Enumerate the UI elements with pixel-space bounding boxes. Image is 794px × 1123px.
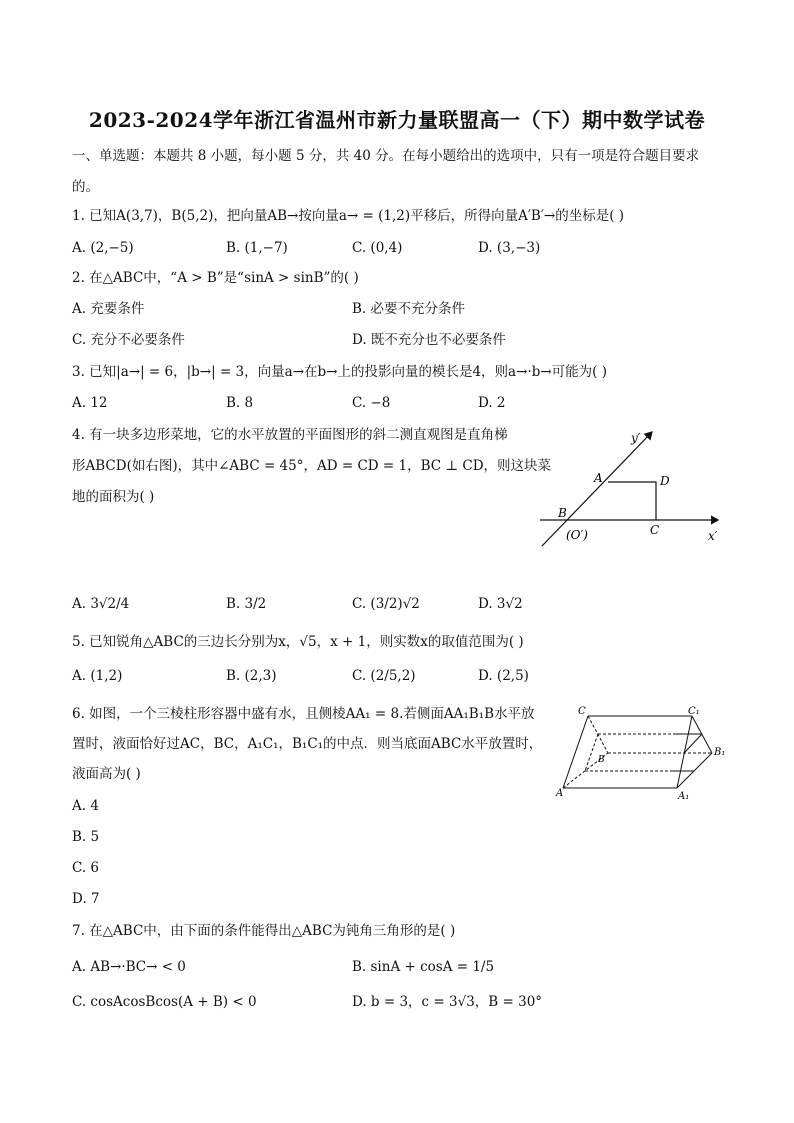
question-6-option-b: B. 5 (72, 829, 100, 845)
fig6-label-a: A (556, 788, 564, 799)
question-1-stem: 1. 已知A(3,7)，B(5,2)，把向量AB→按向量a→ = (1,2)平移后，所得向量A′B′→的坐标是( ) (72, 208, 625, 224)
question-6-option-c: C. 6 (72, 860, 100, 876)
page-title: 2023-2024学年浙江省温州市新力量联盟高一（下）期中数学试卷 (88, 108, 706, 132)
question-6-stem-line1: 6. 如图，一个三棱柱形容器中盛有水，且侧棱AA₁ = 8.若侧面AA₁B₁B水平放 (72, 706, 535, 722)
fig4-label-c: C (650, 523, 660, 537)
section-heading-line1: 一、单选题：本题共 8 小题，每小题 5 分，共 40 分。在每小题给出的选项中，只有一项是符合题目要求 (72, 148, 700, 164)
fig4-label-a: A (594, 471, 603, 485)
question-3-option-b: B. 8 (226, 395, 254, 411)
question-5-option-d: D. (2,5) (478, 668, 529, 684)
fig6-label-c1: C₁ (688, 706, 700, 717)
question-1-option-b: B. (1,−7) (226, 240, 288, 256)
question-7-stem: 7. 在△ABC中，由下面的条件能得出△ABC为钝角三角形的是( ) (72, 923, 456, 939)
question-2-option-d: D. 既不充分也不必要条件 (352, 332, 506, 348)
question-4-figure (530, 420, 730, 550)
fig4-label-o: (O′) (566, 528, 588, 542)
question-4-stem-line2: 形ABCD(如右图)，其中∠ABC = 45°，AD = CD = 1，BC ⊥ CD，则这块菜 (72, 458, 552, 474)
question-3-option-d: D. 2 (478, 395, 506, 411)
question-1-option-c: C. (0,4) (352, 240, 403, 256)
question-4-stem-line3: 地的面积为( ) (72, 489, 155, 505)
question-5-stem: 5. 已知锐角△ABC的三边长分别为x，√5，x + 1，则实数x的取值范围为( ) (72, 634, 524, 650)
question-2-option-b: B. 必要不充分条件 (352, 301, 466, 317)
question-7-option-b: B. sinA + cosA = 1/5 (352, 959, 495, 975)
question-6-figure (552, 702, 732, 802)
question-2-option-c: C. 充分不必要条件 (72, 332, 185, 348)
fig4-label-x: x′ (708, 529, 718, 543)
question-5-option-b: B. (2,3) (226, 668, 277, 684)
question-7-option-c: C. cosAcosBcos(A + B) < 0 (72, 994, 257, 1010)
question-6-option-a: A. 4 (72, 798, 99, 814)
question-4-option-d: D. 3√2 (478, 596, 523, 612)
question-4-option-b: B. 3/2 (226, 596, 267, 612)
fig6-label-b1: B₁ (714, 747, 726, 758)
question-1-option-d: D. (3,−3) (478, 240, 541, 256)
question-4-option-a: A. 3√2/4 (72, 596, 130, 612)
fig6-label-c: C (578, 706, 586, 717)
section-heading-line2: 的。 (72, 179, 99, 195)
question-5-option-c: C. (2/5,2) (352, 668, 416, 684)
fig4-label-b: B (558, 506, 567, 520)
fig4-label-y: y′ (631, 431, 641, 445)
question-4-stem-line1: 4. 有一块多边形菜地，它的水平放置的平面图形的斜二测直观图是直角梯 (72, 427, 508, 443)
question-7-option-d: D. b = 3，c = 3√3，B = 30° (352, 994, 543, 1010)
question-3-stem: 3. 已知|a→| = 6，|b→| = 3，向量a→在b→上的投影向量的模长是4，则a→·b→可能为( ) (72, 364, 607, 380)
question-2-stem: 2. 在△ABC中，“A > B”是“sinA > sinB”的( ) (72, 270, 359, 286)
question-3-option-a: A. 12 (72, 395, 108, 411)
question-5-option-a: A. (1,2) (72, 668, 123, 684)
question-6-stem-line2: 置时，液面恰好过AC，BC，A₁C₁，B₁C₁的中点．则当底面ABC水平放置时， (72, 736, 543, 752)
trapezoid-edge (608, 482, 656, 520)
fig6-label-a1: A₁ (678, 791, 690, 802)
question-6-stem-line3: 液面高为( ) (72, 766, 141, 782)
y-axis (542, 432, 652, 546)
question-1-option-a: A. (2,−5) (72, 240, 134, 256)
question-2-option-a: A. 充要条件 (72, 301, 145, 317)
fig4-label-d: D (660, 474, 670, 488)
question-7-option-a: A. AB→·BC→ < 0 (72, 959, 186, 975)
question-6-option-d: D. 7 (72, 891, 100, 907)
question-4-option-c: C. (3/2)√2 (352, 596, 420, 612)
fig6-label-b: B (598, 755, 605, 765)
question-3-option-c: C. −8 (352, 395, 391, 411)
